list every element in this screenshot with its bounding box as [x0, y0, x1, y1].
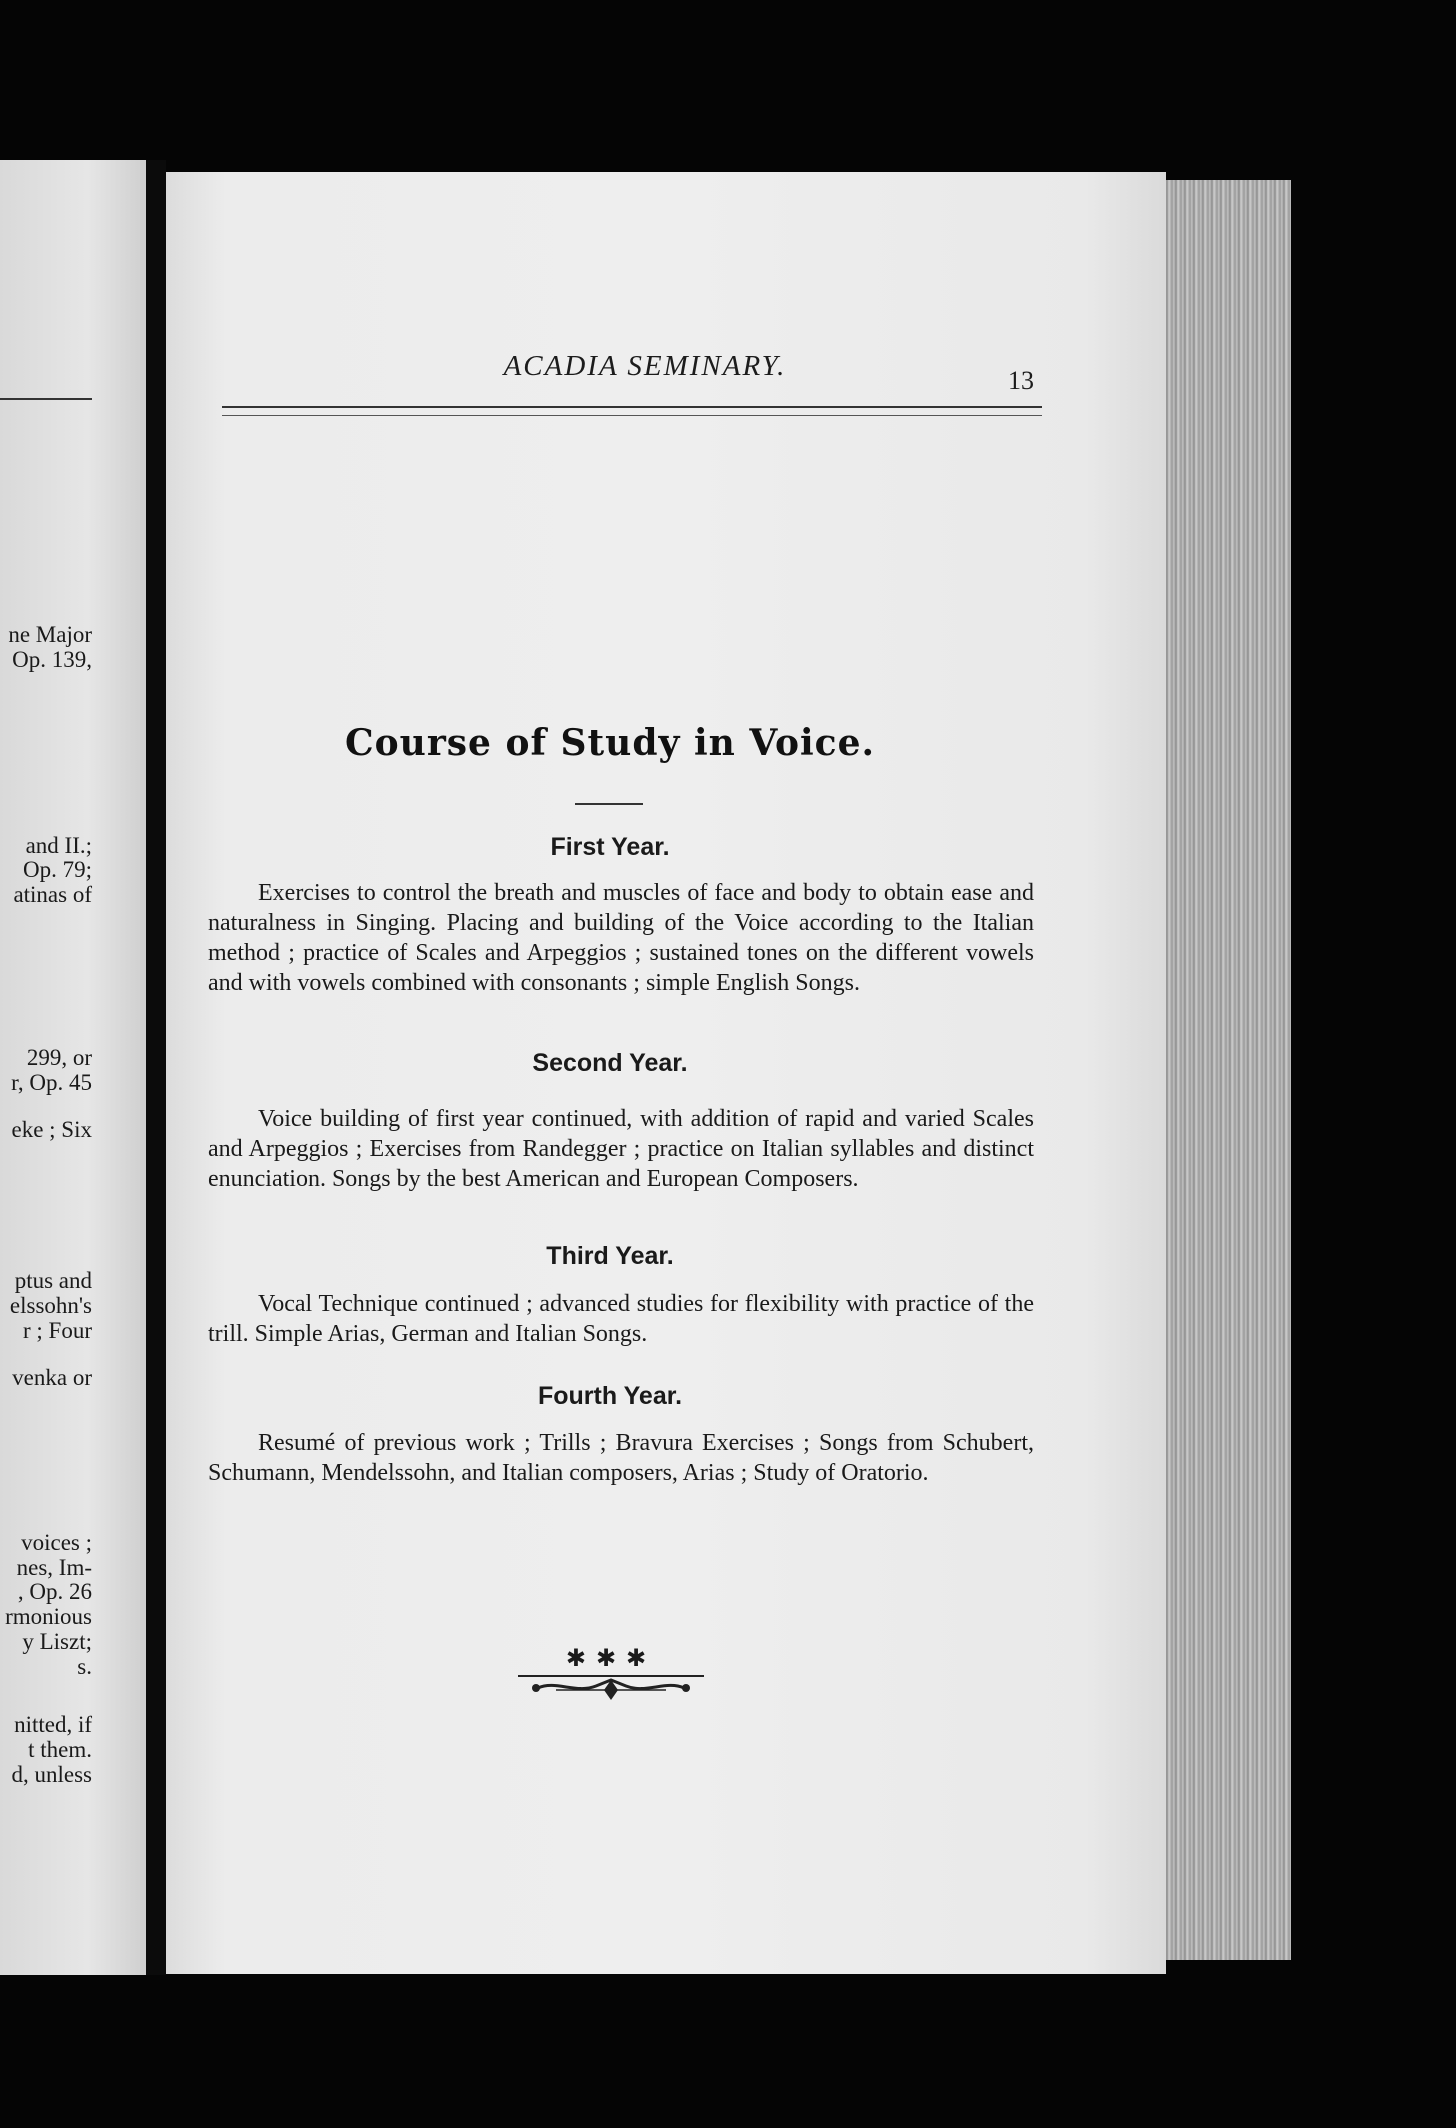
title-rule	[575, 803, 643, 805]
left-text-line: r, Op. 45	[11, 1070, 92, 1095]
left-text-line: Op. 139,	[12, 647, 92, 672]
page-number: 13	[1008, 366, 1034, 395]
left-text-line: nes, Im-	[16, 1555, 92, 1580]
left-text-line: elssohn's	[9, 1293, 92, 1318]
left-header-rule	[0, 398, 92, 400]
flourish-icon	[516, 1670, 706, 1710]
book-gutter	[146, 160, 166, 1975]
running-head: ACADIA SEMINARY.	[503, 350, 787, 382]
section-text-fourth-year: Resumé of previous work ; Trills ; Bravura Exercises ; Songs from Schubert, Schumann, Mendelssohn, and Italian composers, Arias ; Study of Oratorio.	[208, 1430, 1034, 1486]
section-heading-first-year: First Year.	[550, 833, 670, 861]
left-text-line: and II.;	[25, 833, 92, 858]
left-text-line: eke ; Six	[11, 1117, 92, 1142]
section-heading-third-year: Third Year.	[546, 1242, 674, 1270]
left-text-line: s.	[77, 1654, 92, 1679]
left-text-line: y Liszt;	[22, 1629, 92, 1654]
left-text-line: voices ;	[21, 1530, 92, 1555]
section-text-third-year: Vocal Technique continued ; advanced studies for flexibility with practice of the trill. Simple Arias, German and Italian Songs.	[208, 1291, 1034, 1347]
closing-ornament	[516, 1644, 706, 1714]
left-text-line: ptus and	[14, 1268, 92, 1293]
section-text-first-year: Exercises to control the breath and muscles of face and body to obtain ease and naturalness in Singing. Placing and building of the Voice according to the Italian method ; practice of Scales and Arpeggios ; sustained tones on the different vowels and with vowels combined with consonants ; simple English Songs.	[208, 880, 1034, 996]
ornament-stars: ✱✱✱	[565, 1644, 657, 1672]
page-title: Course of Study in Voice.	[344, 722, 876, 764]
left-text-line: atinas of	[13, 882, 92, 907]
section-heading-fourth-year: Fourth Year.	[537, 1382, 683, 1410]
section-text-second-year: Voice building of first year continued, with addition of rapid and varied Scales and Arpeggios ; Exercises from Randegger ; practice on Italian syllables and distinct enunciation. Songs by the best American and European Composers.	[208, 1106, 1034, 1192]
header-rule	[222, 406, 1042, 416]
left-text-line: , Op. 26	[17, 1579, 92, 1604]
left-text-line: 299, or	[26, 1045, 92, 1070]
left-text-line: Op. 79;	[23, 857, 92, 882]
left-text-line: nitted, if	[14, 1712, 92, 1737]
left-text-line: r ; Four	[23, 1318, 92, 1343]
section-heading-second-year: Second Year.	[532, 1049, 688, 1077]
left-text-line: t them.	[28, 1737, 92, 1762]
page-edges	[1156, 180, 1291, 1960]
left-page-fragment	[0, 160, 146, 1975]
left-text-line: ne Major	[8, 622, 92, 647]
left-text-line: d, unless	[11, 1762, 92, 1787]
left-text-line: rmonious	[5, 1604, 92, 1629]
left-text-line: venka or	[12, 1365, 92, 1390]
